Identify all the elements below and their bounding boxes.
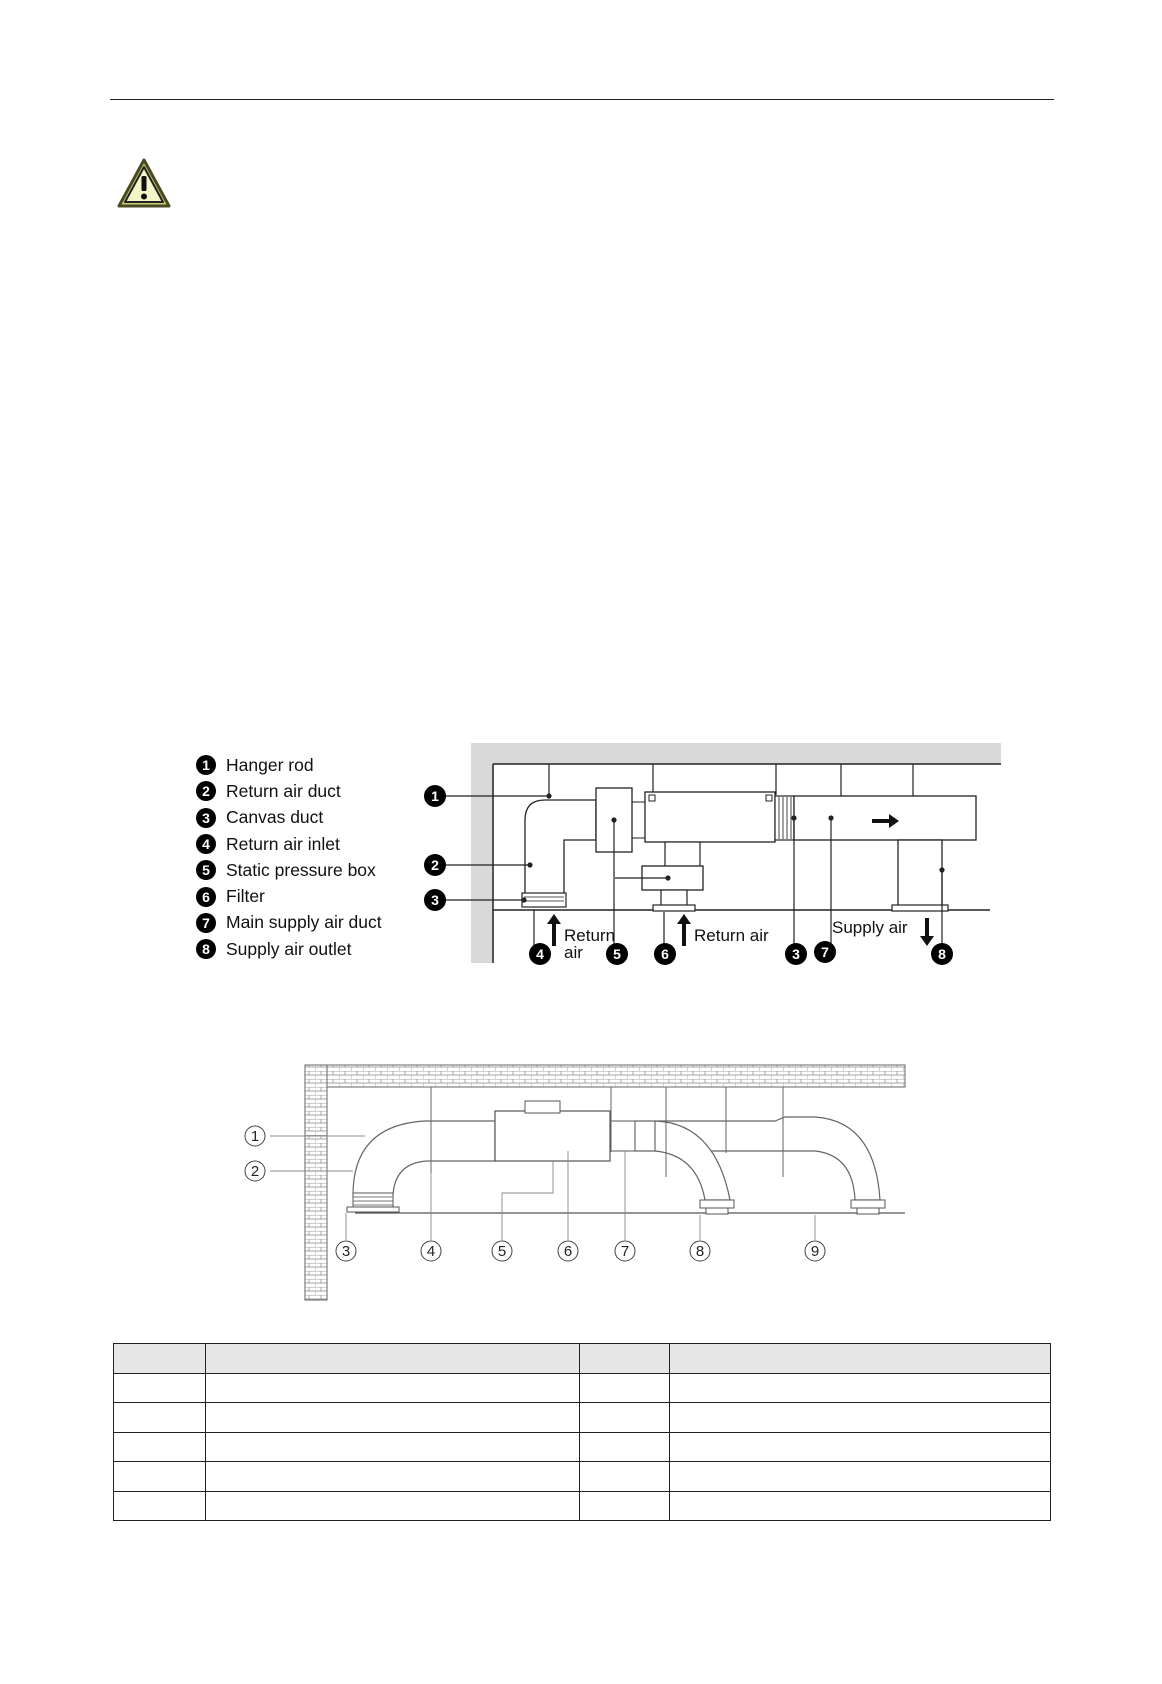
legend-item — [196, 752, 382, 778]
return-air-label: Return air — [694, 926, 769, 945]
table-cell — [580, 1432, 670, 1462]
table-cell — [580, 1491, 670, 1521]
legend-item — [196, 910, 382, 936]
callout-badge: 5 — [196, 860, 216, 880]
legend-label: Filter — [226, 886, 265, 907]
legend-label: Static pressure box — [226, 859, 376, 880]
table-cell — [206, 1403, 580, 1433]
table-cell — [206, 1462, 580, 1492]
parts-table — [113, 1343, 1051, 1521]
table-row — [114, 1403, 1051, 1433]
return-air-label: air — [564, 943, 583, 962]
warning-triangle-icon — [116, 157, 172, 209]
table-cell — [114, 1491, 206, 1521]
canvas-duct — [522, 893, 566, 907]
brick-wall — [305, 1065, 327, 1300]
duct-installation-diagram — [420, 740, 1010, 975]
indoor-unit — [495, 1111, 610, 1161]
callout-3b: 3 — [792, 946, 800, 962]
callout-badge: 1 — [196, 755, 216, 775]
legend-item — [196, 805, 382, 831]
callout-6: 6 — [563, 1243, 573, 1260]
table-cell — [580, 1344, 670, 1374]
supply-air-label: Supply air — [832, 918, 908, 937]
table-cell — [114, 1403, 206, 1433]
table-cell — [580, 1462, 670, 1492]
legend-item — [196, 831, 382, 857]
table-header-row — [114, 1344, 1051, 1374]
callout-2: 2 — [431, 857, 439, 873]
callout-1: 1 — [431, 788, 439, 804]
table-cell — [580, 1373, 670, 1403]
callout-badge: 8 — [196, 939, 216, 959]
table-cell — [670, 1491, 1051, 1521]
figure1-legend — [196, 752, 382, 962]
callout-3: 3 — [431, 892, 439, 908]
legend-item — [196, 883, 382, 909]
table-cell — [206, 1344, 580, 1374]
callout-2: 2 — [250, 1163, 260, 1180]
supply-air-outlet — [898, 840, 942, 906]
table-cell — [670, 1344, 1051, 1374]
callout-badge: 6 — [196, 887, 216, 907]
table-row — [114, 1432, 1051, 1462]
table-cell — [670, 1403, 1051, 1433]
legend-label: Return air duct — [226, 780, 341, 801]
legend-item — [196, 778, 382, 804]
callout-4: 4 — [536, 946, 544, 962]
return-air-label: Return — [564, 926, 616, 945]
legend-label: Hanger rod — [226, 754, 314, 775]
brick-ceiling — [305, 1065, 905, 1087]
table-cell — [114, 1373, 206, 1403]
callout-7: 7 — [821, 944, 829, 960]
table-cell — [670, 1462, 1051, 1492]
callout-badge: 2 — [196, 781, 216, 801]
legend-label: Supply air outlet — [226, 938, 352, 959]
table-cell — [114, 1344, 206, 1374]
callout-7: 7 — [620, 1243, 630, 1260]
table-row — [114, 1373, 1051, 1403]
table-cell — [206, 1373, 580, 1403]
header-rule — [110, 99, 1054, 100]
callout-badge: 7 — [196, 913, 216, 933]
indoor-unit — [645, 792, 775, 842]
table-cell — [114, 1432, 206, 1462]
table-cell — [206, 1491, 580, 1521]
callout-6: 6 — [661, 946, 669, 962]
legend-label: Return air inlet — [226, 833, 340, 854]
callout-8: 8 — [695, 1243, 705, 1260]
callout-1: 1 — [250, 1128, 260, 1145]
callout-8: 8 — [938, 946, 946, 962]
callout-badge: 3 — [196, 808, 216, 828]
return-elbow — [353, 1121, 495, 1195]
callout-badge: 4 — [196, 834, 216, 854]
table-row — [114, 1491, 1051, 1521]
duct-layout-diagram-2 — [250, 1055, 915, 1305]
table-cell — [670, 1432, 1051, 1462]
callout-5: 5 — [497, 1243, 507, 1260]
legend-label: Canvas duct — [226, 807, 324, 828]
main-supply-air-duct — [794, 796, 976, 840]
callout-3: 3 — [341, 1243, 351, 1260]
legend-label: Main supply air duct — [226, 912, 382, 933]
callout-9: 9 — [810, 1243, 820, 1260]
table-cell — [670, 1373, 1051, 1403]
legend-item — [196, 857, 382, 883]
table-cell — [580, 1403, 670, 1433]
table-cell — [206, 1432, 580, 1462]
callout-5: 5 — [613, 946, 621, 962]
table-row — [114, 1462, 1051, 1492]
table-cell — [114, 1462, 206, 1492]
callout-4: 4 — [426, 1243, 436, 1260]
legend-item — [196, 936, 382, 962]
